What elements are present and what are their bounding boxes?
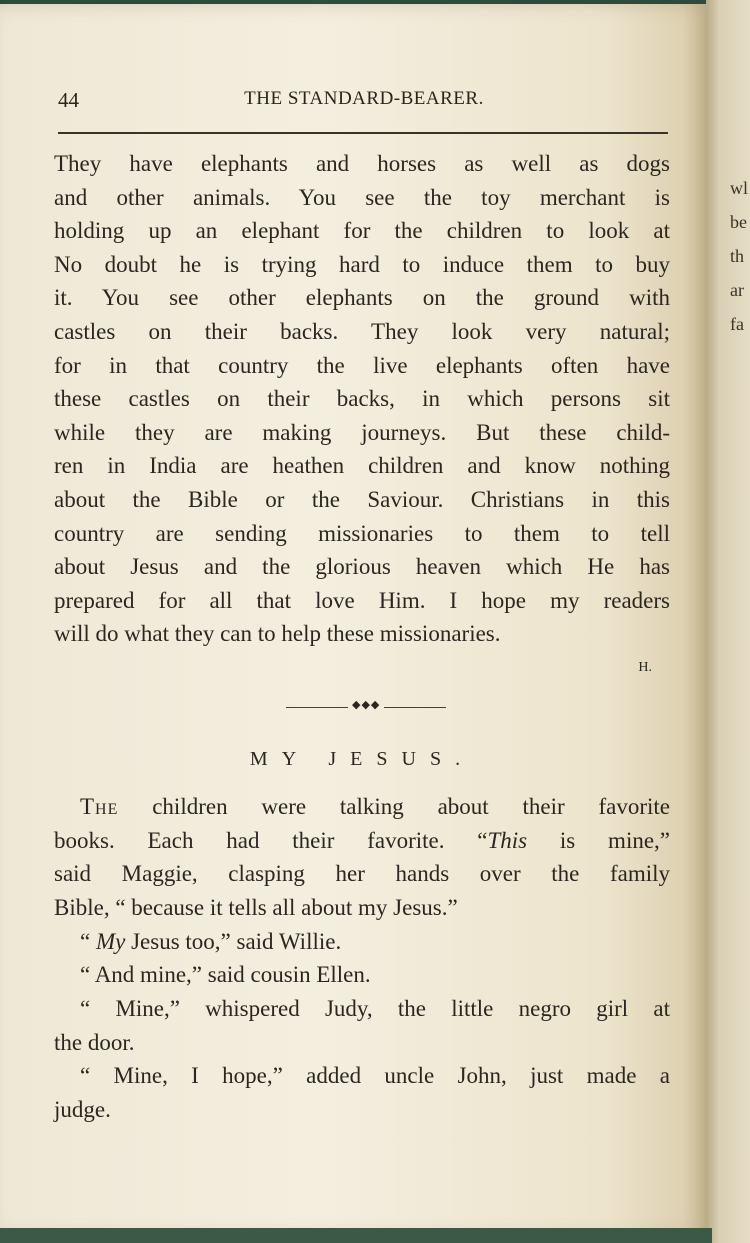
text-line: prepared for all that love Him. I hope my readers (54, 587, 670, 613)
emphasis: My (95, 929, 126, 954)
text-line: They have elephants and horses as well as dogs (54, 151, 670, 176)
text-line: “ And mine,” said cousin Ellen. (80, 962, 371, 987)
text-line (54, 794, 670, 820)
text-span: Jesus too,” said Willie. (131, 929, 342, 954)
lead-word: The (80, 794, 119, 819)
text-line (54, 828, 670, 854)
adjacent-page-edge (706, 0, 750, 1243)
text-line: about Jesus and the glorious heaven which He has (54, 554, 670, 580)
diamond-dots-icon: ◆◆◆ (352, 699, 381, 711)
paragraph-elephants (54, 147, 670, 651)
page-fragment: be (730, 212, 747, 232)
cover-edge (0, 1228, 712, 1243)
divider-line (286, 707, 348, 708)
text-line: “ Mine,” whispered Judy, the little negro girl at (80, 996, 670, 1021)
running-head (58, 88, 670, 116)
page-number: 44 (58, 88, 79, 112)
header-rule (58, 132, 668, 134)
text-line: ren in India are heathen children and know nothing (54, 453, 670, 479)
text-line: No doubt he is trying hard to induce them to buy (54, 251, 670, 277)
text-line: “ My Jesus too,” said Willie. (80, 929, 342, 954)
page-fragment: th (730, 246, 745, 266)
text-line: said Maggie, clasping her hands over the family (54, 861, 670, 886)
text-line: judge. (54, 1097, 111, 1122)
text-span: children were talking about their favorite (152, 794, 671, 819)
text-line: about the Bible or the Saviour. Christians in this (54, 486, 670, 512)
book-page (0, 4, 712, 1236)
page-fragment: wl (730, 178, 748, 198)
text-line: castles on their backs. They look very natural; (54, 318, 670, 344)
text-line: it. You see other elephants on the ground with (54, 285, 670, 311)
text-line: these castles on their backs, in which persons sit (54, 386, 670, 412)
text-line: will do what they can to help these missionaries. (54, 621, 501, 647)
text-line: while they are making journeys. But these child- (54, 419, 670, 445)
text-span: books. Each had their favorite. “This is mine,” (54, 828, 671, 853)
text-line: Bible, “ because it tells all about my Jesus.” (54, 895, 458, 920)
text-line: holding up an elephant for the children to look at (54, 218, 670, 244)
emphasis: This (487, 828, 528, 853)
section-title: MY JESUS. (249, 748, 475, 770)
text-line: country are sending missionaries to them to tell (54, 520, 670, 546)
text-line: “ Mine, I hope,” added uncle John, just made a (80, 1063, 670, 1088)
divider-line (384, 707, 446, 708)
text-line: the door. (54, 1030, 135, 1055)
running-title: THE STANDARD-BEARER. (244, 88, 484, 109)
author-signature: H. (638, 660, 652, 675)
text-line: and other animals. You see the toy merchant is (54, 184, 670, 210)
text-line: for in that country the live elephants often have (54, 352, 670, 378)
page-fragment: ar (730, 280, 744, 300)
page-fragment: fa (730, 314, 744, 334)
section-divider-ornament (286, 699, 446, 712)
